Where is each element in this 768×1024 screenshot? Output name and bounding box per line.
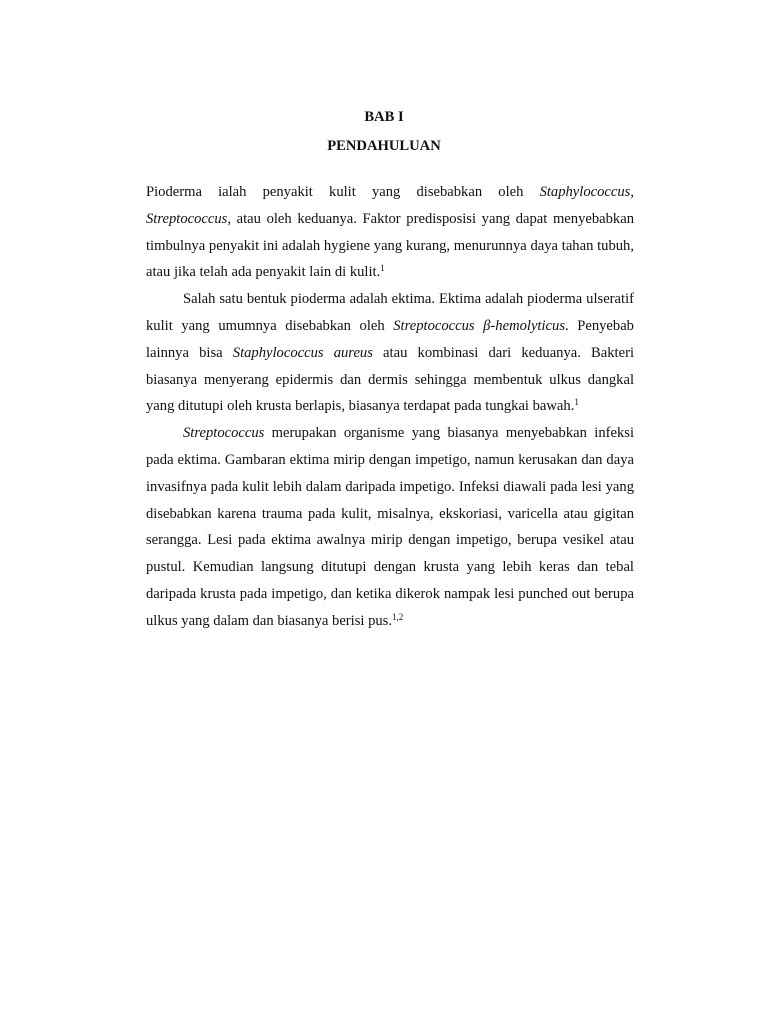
text-run: , atau oleh keduanya. Faktor predisposisi yang dapat menyebabkan timbulnya penyakit ini adalah hygiene yang kurang, menurunnya daya tahan tubuh, atau jika telah ada penyakit lain di kulit. <box>146 210 634 281</box>
chapter-title: PENDAHULUAN <box>327 138 441 154</box>
reference-mark: 1 <box>380 263 385 274</box>
text-run: . Penyebab lainnya bisa <box>146 317 634 361</box>
text-run: , <box>630 184 634 200</box>
italic-term: Streptococcus β-hemolyticus <box>393 317 565 334</box>
chapter-number: BAB I <box>364 109 404 125</box>
paragraph-2 <box>146 286 634 420</box>
text-run: Pioderma ialah penyakit kulit yang disebabkan oleh <box>146 184 540 200</box>
italic-term: Staphylococcus <box>539 184 631 200</box>
italic-term: Streptococcus <box>146 210 228 227</box>
text-run: Salah satu bentuk pioderma adalah ektima. Ektima adalah pioderma ulseratif kulit yang umumnya disebabkan oleh <box>146 291 634 334</box>
paragraph-3 <box>146 420 634 634</box>
reference-mark: 1 <box>574 397 579 408</box>
italic-term: Streptococcus <box>183 425 265 442</box>
text-run: atau kombinasi dari keduanya. Bakteri biasanya menyerang epidermis dan dermis sehingga membentuk ulkus dangkal yang ditutupi oleh krusta berlapis, biasanya terdapat pada tungkai bawah. <box>146 344 634 415</box>
text-run: merupakan organisme yang biasanya menyebabkan infeksi pada ektima. Gambaran ektima mirip dengan impetigo, namun kerusakan dan daya invasifnya pada kulit lebih dalam daripada impetigo. Infeksi diawali pada lesi yang disebabkan karena trauma pada kulit, misalnya, ekskoriasi, varicella atau gigitan serangga. Lesi pada ektima awalnya mirip dengan impetigo, berupa vesikel atau pustul. Kemudian langsung ditutupi dengan krusta yang lebih keras dan tebal daripada krusta pada impetigo, dan ketika dikerok nampak lesi punched out berupa ulkus yang dalam dan biasanya berisi pus. <box>146 425 634 629</box>
body-text <box>146 179 634 635</box>
italic-term: Staphylococcus aureus <box>232 344 373 361</box>
paragraph-1 <box>146 179 634 286</box>
reference-mark: 1,2 <box>392 611 404 622</box>
